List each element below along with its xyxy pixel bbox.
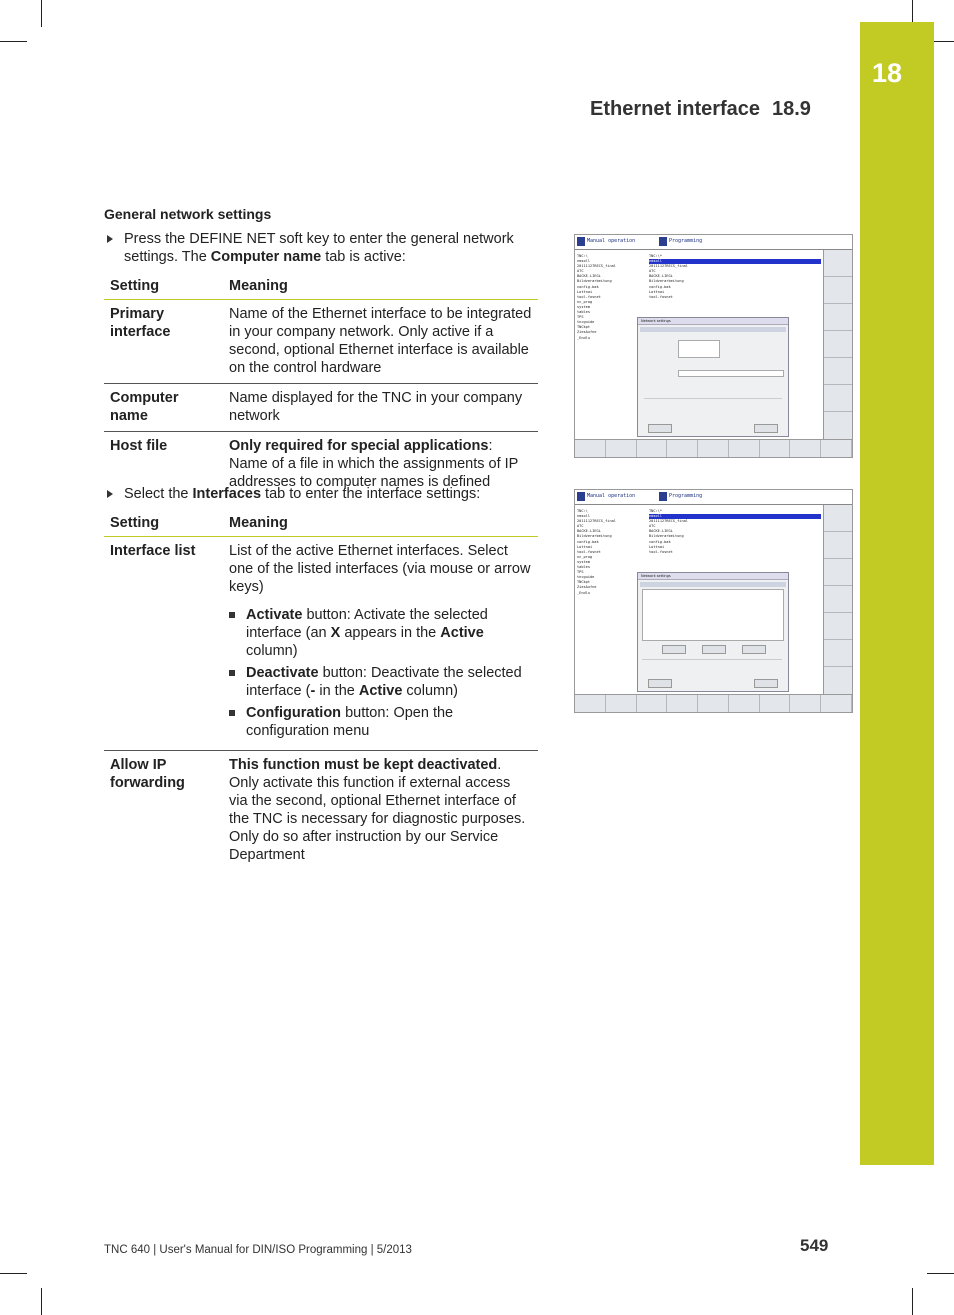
table-row	[104, 384, 538, 432]
setting-name: Interface list	[104, 537, 223, 751]
directory-tree: TNC:\ nmsoll 20111127RECS_final ATC BACKE-LIEGL Bildverarbeitung config.bak Lottnai tool-fosnet nc_prog system tables TPS tncguide TNCkpt ZiesAufne _Endlu	[577, 254, 616, 340]
file-list: TNC:\* nmsoll 20111127RECS_final ATC BACKE-LIEGL Bildverarbeitung config.bak Lottnai tool-fosnet	[649, 254, 821, 300]
setting-meaning: Only required for special applications: Name of a file in which the assignments of IP addresses to computer names is defined	[229, 438, 519, 490]
deactivate-button[interactable]	[702, 645, 726, 654]
column-header-meaning: Meaning	[223, 273, 538, 300]
configuration-button[interactable]	[742, 645, 766, 654]
screenshot-network-interfaces	[574, 489, 853, 713]
crop-mark	[912, 1288, 913, 1315]
screenshot-network-computer-name	[574, 234, 853, 458]
setting-name: Allow IP forwarding	[110, 757, 185, 791]
file-manager	[575, 250, 823, 440]
setting-meaning: Name displayed for the TNC in your company network	[223, 384, 538, 432]
mode-manual-operation: Manual operation	[587, 493, 636, 499]
file-list: TNC:\* nmsoll 20111127RECS_final ATC BACKE-LIEGL Bildverarbeitung config.bak Lottnai tool-fosnet	[649, 509, 821, 555]
mode-icon	[577, 237, 585, 246]
list-item: Configuration button: Open the configuration menu	[229, 704, 532, 740]
running-header-title: Ethernet interface	[590, 98, 761, 120]
chapter-tab	[860, 22, 934, 1165]
arrow-bullet-icon	[107, 490, 113, 498]
dialog-button[interactable]	[754, 424, 778, 433]
dialog-button[interactable]	[754, 679, 778, 688]
table-row	[104, 537, 538, 751]
mode-bar	[575, 490, 852, 505]
settings-table-computer-name	[104, 273, 538, 497]
running-header-section: 18.9	[772, 98, 811, 120]
mode-manual-operation: Manual operation	[587, 238, 636, 244]
column-header-setting: Setting	[104, 510, 223, 537]
directory-tree: TNC:\ nmsoll 20111127RECS_final ATC BACKE-LIEGL Bildverarbeitung config.bak Lottnai tool-fosnet nc_prog system tables TPS tncguide TNCkpt ZiesAufne _Endlu	[577, 509, 616, 595]
square-bullet-icon	[229, 710, 235, 716]
mode-programming: Programming	[669, 238, 703, 244]
dialog-button[interactable]	[648, 424, 672, 433]
side-softkeys	[823, 505, 852, 695]
setting-meaning: Name of the Ethernet interface to be integrated in your company network. Only active if a second, optional Ethernet interface is available on the control hardware	[223, 300, 538, 384]
network-settings-dialog: Network settings	[637, 572, 789, 692]
chapter-number: 18	[871, 58, 903, 88]
table-row	[104, 300, 538, 384]
dialog-tabs	[640, 327, 786, 332]
page-number: 549	[800, 1236, 829, 1255]
column-header-meaning: Meaning	[223, 510, 538, 537]
network-settings-dialog: Network settings	[637, 317, 789, 437]
mode-programming: Programming	[669, 493, 703, 499]
mode-icon	[577, 492, 585, 501]
square-bullet-icon	[229, 612, 235, 618]
crop-mark	[41, 1288, 42, 1315]
crop-mark	[0, 1273, 27, 1274]
mode-icon	[659, 237, 667, 246]
step-text: Press the DEFINE NET soft key to enter the general network settings. The Computer name tab is active:	[124, 231, 514, 265]
button-list	[229, 606, 532, 740]
settings-table-interfaces	[104, 510, 538, 870]
step-text: Select the Interfaces tab to enter the interface settings:	[124, 486, 481, 502]
list-item: Activate button: Activate the selected interface (an X appears in the Active column)	[229, 606, 532, 660]
footer-manual-info: TNC 640 | User's Manual for DIN/ISO Programming | 5/2013	[104, 1244, 412, 1256]
square-bullet-icon	[229, 670, 235, 676]
arrow-bullet-icon	[107, 235, 113, 243]
setting-name: Primary interface	[104, 300, 223, 384]
softkey-row	[575, 694, 852, 712]
crop-mark	[927, 1273, 954, 1274]
mode-icon	[659, 492, 667, 501]
side-softkeys	[823, 250, 852, 440]
list-item: Deactivate button: Deactivate the selected interface (- in the Active column)	[229, 664, 532, 700]
crop-mark	[0, 41, 27, 42]
crop-mark	[41, 0, 42, 27]
setting-name: Host file	[110, 438, 168, 454]
setting-meaning: List of the active Ethernet interfaces. Select one of the listed interfaces (via mouse or arrow keys) Activate button: Activate the selected interface (an X appears in the Active column) Deactivate button: Deactivate the selected interface (- in the Active column) Configuration button: Open the configuration menu	[223, 537, 538, 751]
dialog-tabs	[640, 582, 786, 587]
column-header-setting: Setting	[104, 273, 223, 300]
setting-name: Computer name	[104, 384, 223, 432]
dialog-button[interactable]	[648, 679, 672, 688]
file-manager	[575, 505, 823, 695]
table-row	[104, 751, 538, 871]
section-title: General network settings	[104, 206, 272, 222]
softkey-row	[575, 439, 852, 457]
setting-meaning: This function must be kept deactivated. Only activate this function if external access via the second, optional Ethernet interface of the TNC is necessary for diagnostic purposes. Only do so after instruction by our Service Department	[229, 757, 526, 863]
activate-button[interactable]	[662, 645, 686, 654]
mode-bar	[575, 235, 852, 250]
